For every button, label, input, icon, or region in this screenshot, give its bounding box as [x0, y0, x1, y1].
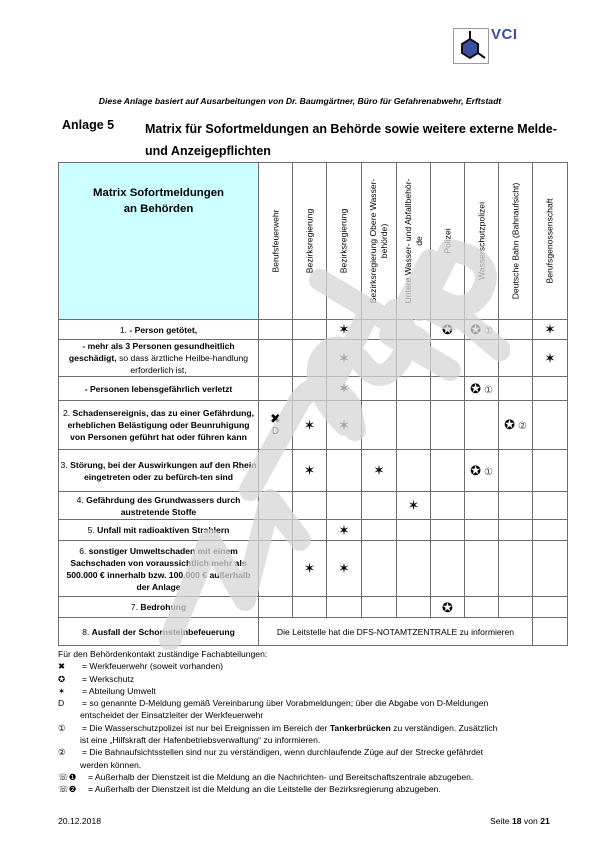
row-number: 1. [119, 324, 130, 335]
column-header-polizei [431, 163, 465, 320]
column-header-deutsche-bahn [499, 163, 533, 320]
row-label-bold: Gefährdung des Grundwassers durch austretende Stoffe [86, 494, 241, 517]
row-label [59, 520, 259, 541]
row-label-bold: Störung, bei der Auswirkungen auf den Rhein eingetreten oder zu befürch-ten sind [70, 459, 257, 482]
matrix-cell [431, 597, 465, 618]
column-header-wasserschutzpolizei [465, 163, 499, 320]
matrix-cell [327, 340, 362, 377]
table-row [59, 377, 568, 401]
legend-item-footnote-1 [58, 722, 578, 734]
matrix-cell [499, 320, 533, 340]
matrix-cell [397, 320, 431, 340]
matrix-cell [533, 520, 568, 541]
row-label [59, 377, 259, 401]
matrix-cell [362, 320, 397, 340]
legend-item-werkschutz [58, 673, 578, 685]
column-label: Bezirksregierung [338, 208, 349, 274]
page-prefix: Seite [490, 816, 512, 826]
circled-star-icon: ✪ [58, 673, 66, 684]
matrix-cell [327, 541, 362, 597]
matrix-cell [533, 450, 568, 492]
row-number: 8. [82, 626, 92, 637]
d-letter-icon: D [271, 426, 280, 437]
matrix-cell [465, 340, 499, 377]
matrix-cell [397, 597, 431, 618]
row-label [59, 618, 259, 646]
matrix-cell [465, 401, 499, 450]
six-point-star-icon: ✶ [373, 462, 385, 478]
row-label [59, 541, 259, 597]
matrix-cell [327, 320, 362, 340]
six-point-star-icon: ✶ [338, 380, 350, 396]
sofortmeldungen-matrix [58, 162, 568, 646]
matrix-cell [362, 520, 397, 541]
row-label [59, 492, 259, 520]
table-row [59, 597, 568, 618]
matrix-cell [533, 340, 568, 377]
matrix-header-cell [59, 163, 259, 320]
legend-text: = Werkfeuerwehr (soweit vorhanden) [82, 661, 223, 672]
matrix-cell [397, 520, 431, 541]
matrix-cell [431, 320, 465, 340]
legend-intro: Für den Behördenkontakt zuständige Fachabteilungen: [58, 649, 268, 659]
cross-icon: ✖ [58, 661, 66, 672]
row-label-bold: Ausfall der Schornsteinbefeuerung [91, 626, 235, 637]
circled-one-icon: ① [58, 722, 66, 733]
matrix-cell [259, 541, 293, 597]
matrix-cell [327, 492, 362, 520]
six-point-star-icon: ✶ [407, 497, 420, 513]
matrix-cell [362, 492, 397, 520]
table-row [59, 541, 568, 597]
row-label-rest: so dass ärztliche Heilbe-handlung erforderlich ist, [116, 353, 249, 375]
page-current: 18 [511, 816, 522, 826]
row-label-bold: Unfall mit radioaktiven Strahlern [97, 525, 230, 535]
row-label [59, 401, 259, 450]
row-label [59, 597, 259, 618]
matrix-cell [465, 377, 499, 401]
row-label [59, 320, 259, 340]
legend-text: = Außerhalb der Dienstzeit ist die Meldung an die Nachrichten- und Bereitschaftszentrale abzugeben. [88, 771, 474, 782]
legend-text-cont: werden können. [80, 759, 142, 770]
matrix-cell [259, 377, 293, 401]
matrix-cell [431, 377, 465, 401]
footer-date: 20.12.2018 [58, 816, 102, 826]
matrix-cell [499, 541, 533, 597]
matrix-cell [431, 520, 465, 541]
d-letter-icon: D [58, 698, 65, 709]
legend-item-footnote-2 [58, 746, 578, 758]
matrix-cell [499, 377, 533, 401]
legend-item-umwelt [58, 685, 578, 697]
circled-one-icon: ① [483, 384, 493, 396]
legend-text-part: = Die Wasserschutzpolizei ist nur bei Ereignissen im Bereich der [82, 722, 330, 733]
vci-hexagon-logo-icon [454, 29, 488, 63]
circled-one-icon: ① [483, 466, 493, 478]
matrix-cell [431, 340, 465, 377]
matrix-cell [499, 492, 533, 520]
matrix-cell [397, 450, 431, 492]
column-label: Bezirksregierung [304, 208, 314, 274]
matrix-cell [533, 401, 568, 450]
column-label: Bezirksregierung Obere Wasser- [368, 178, 378, 304]
legend-item-phone-1 [58, 771, 578, 783]
matrix-header-line-1: Matrix Sofortmeldungen [93, 187, 224, 199]
six-point-star-icon: ✶ [338, 560, 350, 576]
circled-star-icon: ✪ [504, 417, 515, 432]
matrix-cell [465, 597, 499, 618]
matrix-cell [259, 401, 293, 450]
table-row [59, 450, 568, 492]
row-number: 7. [130, 602, 141, 612]
page-number [490, 816, 550, 826]
legend-text-cont: ist eine „Hilfskraft der Hafenbetriebsverwaltung“ zu informieren. [80, 735, 321, 746]
matrix-cell [327, 450, 362, 492]
circled-two-icon: ② [517, 421, 527, 432]
matrix-cell [465, 520, 499, 541]
matrix-cell [533, 541, 568, 597]
six-point-star-icon: ✶ [58, 685, 66, 696]
matrix-header-line-2: an Behörden [123, 203, 194, 215]
legend-text: = Abteilung Umwelt [82, 685, 156, 696]
matrix-cell [533, 597, 568, 618]
anlage-label: Anlage 5 [62, 118, 115, 132]
matrix-cell [499, 520, 533, 541]
matrix-cell [293, 492, 327, 520]
matrix-cell [362, 450, 397, 492]
legend-item-werkfeuerwehr [58, 660, 578, 672]
matrix-cell [397, 492, 431, 520]
matrix-cell [431, 541, 465, 597]
circled-star-icon: ✪ [470, 321, 481, 337]
column-header-berufsgenossenschaft [533, 163, 568, 320]
column-header-obere-wasserbehoerde [362, 163, 397, 320]
matrix-cell [362, 541, 397, 597]
matrix-cell [293, 401, 327, 450]
column-label: Deutsche Bahn (Bahnaufsicht) [510, 182, 520, 300]
legend-text-cont: entscheidet der Einsatzleiter der Werkfeuerwehr [80, 710, 264, 721]
six-point-star-icon: ✶ [544, 321, 556, 337]
legend-item-d-meldung [58, 697, 578, 709]
legend-item-phone-2 [58, 783, 578, 795]
row-number: 3. [60, 459, 71, 470]
circled-two-icon: ② [58, 747, 66, 758]
circled-star-icon: ✪ [442, 599, 453, 615]
document-subtitle: Diese Anlage basiert auf Ausarbeitungen von Dr. Baumgärtner, Büro für Gefahrenabwehr, Erftstadt [98, 96, 502, 106]
matrix-cell [259, 492, 293, 520]
vci-logo [453, 28, 489, 64]
title-line-2: und Anzeigepflichten [145, 144, 271, 158]
column-label: Polizei [442, 228, 452, 254]
legend [58, 648, 578, 796]
matrix-cell [293, 450, 327, 492]
matrix-cell [362, 377, 397, 401]
column-label: Berufsfeuerwehr [270, 209, 280, 273]
matrix-cell [465, 320, 499, 340]
matrix-cell [259, 520, 293, 541]
column-header-berufsfeuerwehr [259, 163, 293, 320]
row-label-bold: sonstiger Umweltschaden mit einem Sachschaden von voraussichtlich mehr als 500.000 € innerhalb bzw. 100.000 € außerhalb der Anlage [66, 545, 251, 592]
matrix-cell [293, 541, 327, 597]
matrix-cell [293, 320, 327, 340]
merged-note-cell: Die Leitstelle hat die DFS-NOTAMTZENTRALE zu informieren [259, 618, 533, 646]
six-point-star-icon: ✶ [544, 349, 556, 366]
matrix-cell [259, 340, 293, 377]
six-point-star-icon: ✶ [338, 521, 350, 538]
six-point-star-icon: ✶ [338, 349, 350, 366]
row-label-bold: - Person getötet, [129, 324, 198, 335]
matrix-cell [499, 340, 533, 377]
matrix-cell [259, 450, 293, 492]
circled-star-icon: ✪ [470, 462, 481, 478]
six-point-star-icon: ✶ [303, 416, 316, 433]
table-row [59, 320, 568, 340]
phone-two-icon: ☏❷ [58, 784, 77, 795]
column-header-bezirksregierung-2 [327, 163, 362, 320]
matrix-cell [499, 450, 533, 492]
matrix-cell [397, 377, 431, 401]
table-row [59, 618, 568, 646]
matrix-cell [327, 520, 362, 541]
six-point-star-icon: ✶ [338, 416, 350, 433]
six-point-star-icon: ✶ [303, 560, 316, 576]
matrix-cell [499, 401, 533, 450]
page-title [145, 118, 565, 162]
circled-star-icon: ✪ [442, 322, 453, 337]
cross-icon: ✖ [270, 411, 281, 426]
row-label-bold: Schadensereignis, das zu einer Gefährdung, erheblichen Belästigung oder Beunruhigung von Personen geführt hat oder führen kann [67, 408, 255, 442]
matrix-cell [362, 401, 397, 450]
matrix-cell [327, 597, 362, 618]
matrix-cell [465, 492, 499, 520]
matrix-cell [397, 401, 431, 450]
matrix-cell [327, 401, 362, 450]
row-label-bold: - mehr als 3 Personen gesundheitlich geschädigt, [68, 341, 235, 363]
table-row [59, 340, 568, 377]
matrix-cell [431, 492, 465, 520]
row-label-bold: Bedrohung [140, 602, 187, 612]
matrix-header-row [59, 163, 568, 320]
matrix-cell [533, 492, 568, 520]
row-number: 6. [79, 545, 89, 556]
six-point-star-icon: ✶ [338, 321, 350, 337]
legend-text-part: zu verständigen. Zusätzlich [390, 722, 498, 733]
page-mid: von [521, 816, 541, 826]
phone-one-icon: ☏❶ [58, 771, 77, 782]
matrix-cell [465, 541, 499, 597]
legend-text: = Die Bahnaufsichtsstellen sind nur zu verständigen, wenn durchlaufende Züge auf der Strecke gefährdet [82, 747, 484, 758]
matrix-cell [499, 597, 533, 618]
matrix-cell [293, 340, 327, 377]
matrix-cell [293, 377, 327, 401]
vci-logo-text: VCI [491, 26, 518, 43]
matrix-cell [293, 597, 327, 618]
table-row [59, 492, 568, 520]
table-row [59, 520, 568, 541]
matrix-cell [362, 340, 397, 377]
row-number: 5. [87, 525, 98, 535]
matrix-cell [327, 377, 362, 401]
row-number: 4. [76, 494, 87, 505]
matrix-cell [362, 597, 397, 618]
matrix-cell [465, 450, 499, 492]
row-number: 2. [62, 408, 73, 418]
matrix-cell [533, 377, 568, 401]
title-line-1: Matrix für Sofortmeldungen an Behörde sowie weitere externe Melde- [145, 122, 557, 136]
matrix-cell [397, 541, 431, 597]
matrix-cell [259, 320, 293, 340]
matrix-cell [431, 450, 465, 492]
legend-text-bold: Tankerbrücken [329, 722, 391, 733]
row-label [59, 340, 259, 377]
column-label-cont: behörde) [379, 223, 389, 259]
matrix-cell [533, 618, 568, 646]
matrix-cell [431, 401, 465, 450]
legend-text: = Werkschutz [82, 673, 135, 684]
column-header-bezirksregierung-1 [293, 163, 327, 320]
legend-text [82, 722, 497, 734]
table-row [59, 401, 568, 450]
circled-one-icon: ① [483, 325, 493, 337]
column-label: Untere Wasser- und Abfallbehör- [402, 178, 413, 304]
column-label-cont: de [413, 236, 424, 246]
matrix-cell [293, 520, 327, 541]
legend-text: = so genannte D-Meldung gemäß Vereinbarung über Vorabmeldungen; über die Abgabe von D-Meldungen [82, 698, 489, 709]
column-label: Wasserschutzpolizei [476, 201, 486, 281]
column-label: Berufsgenossenschaft [544, 198, 555, 284]
row-label [59, 450, 259, 492]
column-header-untere-wasserbehoerde [397, 163, 431, 320]
page-total: 21 [540, 816, 550, 826]
circled-star-icon: ✪ [470, 380, 481, 396]
matrix-cell [259, 597, 293, 618]
six-point-star-icon: ✶ [303, 462, 316, 478]
legend-text: = Außerhalb der Dienstzeit ist die Meldung an die Leitstelle der Bezirksregierung abzugeben. [88, 784, 441, 795]
row-label-bold: - Personen lebensgefährlich verletzt [84, 383, 233, 394]
matrix-cell [397, 340, 431, 377]
matrix-cell [533, 320, 568, 340]
